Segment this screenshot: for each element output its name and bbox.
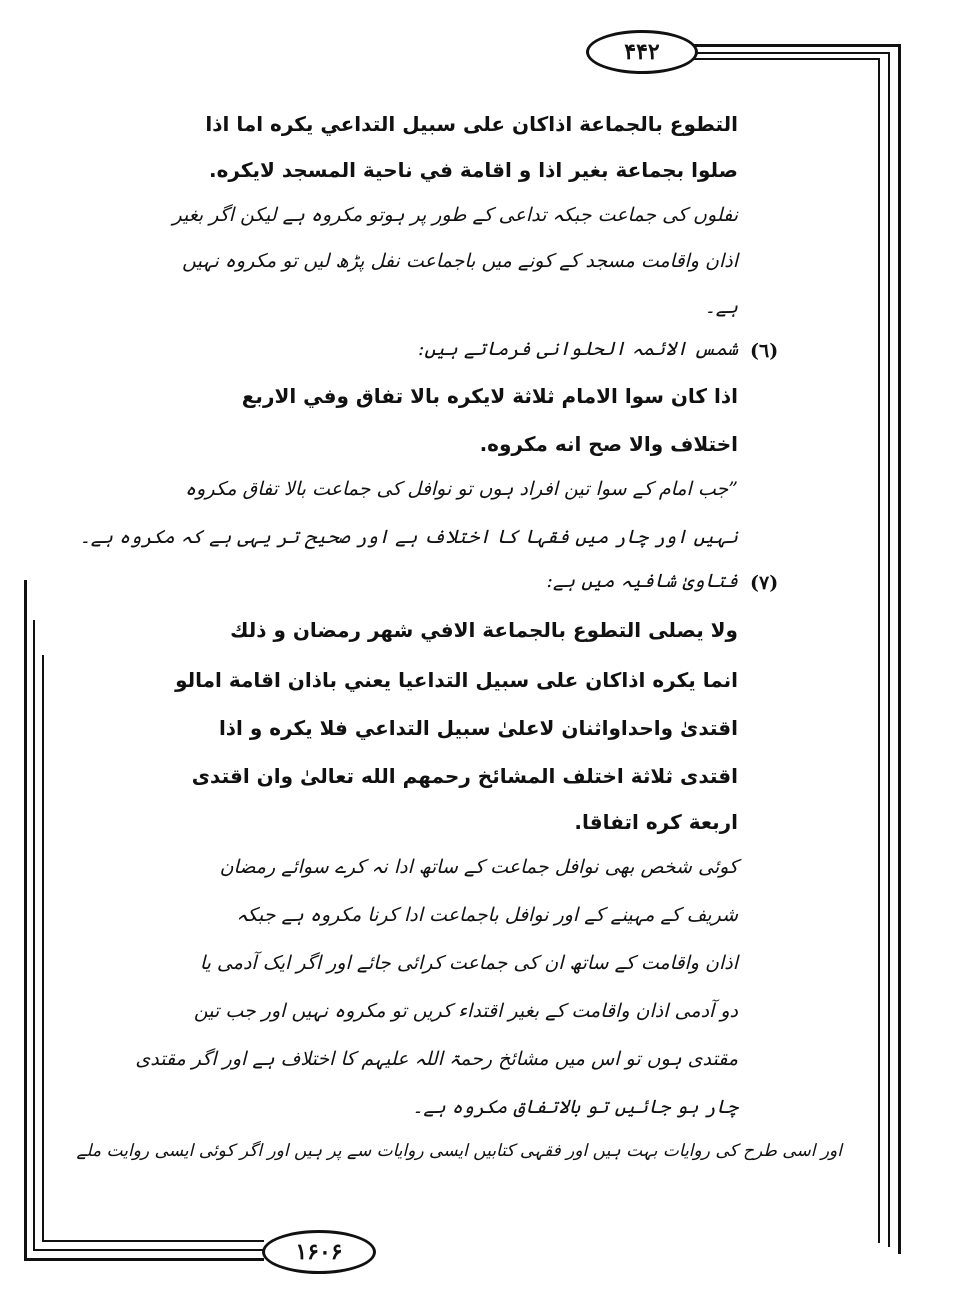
frame-bottom-line-2 (33, 1249, 264, 1251)
top-page-number: ۴۴۲ (586, 30, 698, 74)
arabic-line-1: التطوع بالجماعة اذاكان على سبيل التداعي يكره اما اذا (205, 112, 738, 136)
urdu-line-10: نہیں اور چار میں فقہا کا اختلاف ہے اور صحیح تر یہی ہے کہ مکروہ ہے۔ (79, 526, 738, 548)
urdu-line-22: چار ہو جائیں تو بالاتفاق مکروہ ہے۔ (412, 1096, 738, 1118)
arabic-line-15: اقتدى ثلاثة اختلف المشائخ رحمهم الله تعالیٰ وان اقتدى (191, 764, 738, 788)
arabic-line-14: اقتدیٰ واحداواثنان لاعلیٰ سبيل التداعي فلا يكره و اذا (218, 716, 738, 740)
urdu-line-18: شریف کے مہینے کے اور نوافل باجماعت ادا کرنا مکروہ ہے جبکہ (236, 904, 738, 926)
frame-top-line-3 (690, 58, 880, 60)
bottom-page-number: ۱۶۰۶ (262, 1230, 376, 1274)
urdu-line-5: ہے۔ (704, 296, 738, 318)
marker-7: (٧) (750, 572, 779, 594)
frame-top-line-1 (690, 44, 900, 47)
urdu-line-19: اذان واقامت کے ساتھ ان کی جماعت کرائی جائے اور اگر ایک آدمی یا (199, 952, 738, 974)
frame-right-line-2 (888, 52, 890, 1247)
arabic-line-13: انما يكره اذاكان على سبيل التداعيا يعني باذان اقامة امالو (175, 668, 738, 692)
arabic-line-2: صلوا بجماعة بغير اذا و اقامة في ناحية المسجد لايكره. (209, 158, 738, 182)
frame-left-line-2 (33, 620, 35, 1250)
urdu-line-4: اذان واقامت مسجد کے کونے میں باجماعت نفل پڑھ لیں تو مکروہ نہیں (182, 250, 738, 272)
urdu-line-23: اور اسی طرح کی روایات بہت ہیں اور فقہی کتابیں ایسی روایات سے پر ہیں اور اگر کوئی ایسی روایت ملے (76, 1141, 842, 1161)
frame-left-line-1 (24, 580, 27, 1260)
urdu-line-11: فتاویٰ شافیہ میں ہے: (546, 570, 738, 592)
frame-top-line-2 (690, 52, 890, 54)
frame-right-line-1 (898, 44, 901, 1254)
frame-bottom-line-3 (42, 1240, 264, 1242)
frame-right-line-3 (878, 58, 880, 1243)
urdu-line-17: کوئی شخص بھی نوافل جماعت کے ساتھ ادا نہ کرے سوائے رمضان (219, 856, 738, 878)
urdu-line-3: نفلوں کی جماعت جبکہ تداعی کے طور پر ہوتو مکروہ ہے لیکن اگر بغیر (172, 204, 738, 226)
urdu-line-20: دو آدمی اذان واقامت کے بغیر اقتداء کریں تو مکروہ نہیں اور جب تین (193, 1000, 738, 1022)
frame-bottom-line-1 (24, 1258, 264, 1261)
arabic-line-8: اختلاف والا صح انه مكروه. (479, 432, 738, 456)
marker-6: (٦) (750, 340, 779, 362)
arabic-line-7: اذا كان سوا الامام ثلاثة لايكره بالا تفاق وفي الاربع (241, 384, 738, 408)
arabic-line-16: اربعة كره اتفاقا. (574, 810, 738, 834)
arabic-line-12: ولا يصلى التطوع بالجماعة الافي شهر رمضان و ذلك (230, 618, 738, 642)
urdu-line-6: شمس الائمہ الحلوانی فرماتے ہیں: (417, 338, 738, 360)
urdu-line-21: مقتدی ہوں تو اس میں مشائخ رحمۃ اللہ علیہم کا اختلاف ہے اور اگر مقتدی (135, 1048, 738, 1070)
frame-left-line-3 (42, 655, 44, 1240)
urdu-line-9: ”جب امام کے سوا تین افراد ہوں تو نوافل کی جماعت بالا تفاق مکروہ (185, 478, 738, 500)
